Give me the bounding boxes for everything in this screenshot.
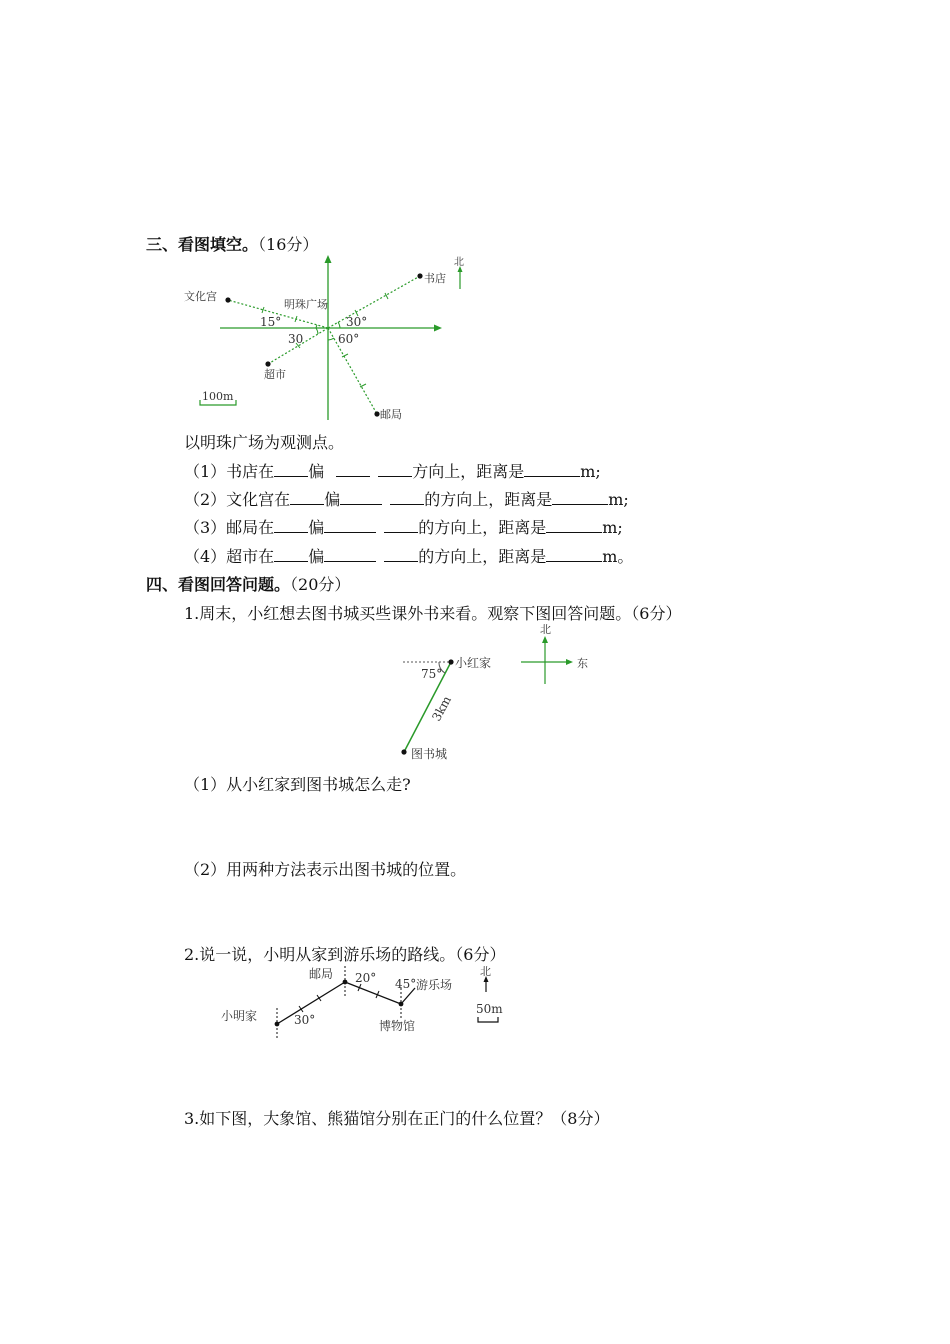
- angle-30-label: 30°: [294, 1013, 316, 1027]
- section4-q1-sub1: （1）从小红家到图书城怎么走?: [184, 775, 411, 794]
- section4-heading: [146, 572, 350, 595]
- distance-label: 3km: [429, 693, 454, 724]
- angle-60-label: 60°: [338, 332, 360, 346]
- post-office-point: [374, 411, 379, 416]
- angle-15-label: 15°: [260, 315, 282, 329]
- section3-q2: （2）文化宫在 偏 的方向上，距离是 m;: [184, 490, 629, 509]
- post-office-label: 邮局: [380, 408, 402, 421]
- park-label: 游乐场: [416, 978, 453, 992]
- north-label-3: 北: [480, 965, 491, 978]
- section4-title: 四、看图回答问题。: [146, 575, 291, 594]
- museum-label: 博物馆: [379, 1019, 416, 1033]
- section3-q3: （3）邮局在 偏 的方向上，距离是 m;: [184, 518, 623, 537]
- section3-q4: （4）超市在 偏 的方向上，距离是 m。: [184, 547, 634, 566]
- north-label-2: 北: [540, 623, 551, 636]
- angle-30-ne-label: 30°: [346, 315, 368, 329]
- xiaoming-home-point: [275, 1022, 280, 1027]
- section3-intro: 以明珠广场为观测点。: [184, 433, 345, 452]
- xiaoming-home-label: 小明家: [221, 1009, 258, 1023]
- library-point: [401, 749, 406, 754]
- angle-20-label: 20°: [355, 971, 377, 985]
- culture-palace-point: [225, 297, 230, 302]
- park-route-diagram: [215, 962, 515, 1042]
- home-label: 小红家: [455, 656, 492, 670]
- section3-title: 三、看图填空。: [146, 235, 259, 254]
- supermarket-point: [265, 361, 270, 366]
- section4-q2-text: 2.说一说，小明从家到游乐场的路线。（6分）: [184, 945, 506, 964]
- library-label: 图书城: [411, 747, 448, 761]
- section3-q1: （1）书店在 偏 方向上，距离是 m;: [184, 462, 601, 481]
- supermarket-label: 超市: [264, 368, 286, 381]
- museum-point: [399, 1002, 404, 1007]
- post-label: 邮局: [309, 967, 334, 981]
- post-point: [343, 980, 348, 985]
- scale-label-2: 50m: [476, 1002, 503, 1016]
- angle-30-sw-label: 30: [288, 332, 304, 346]
- angle-75-label: 75°: [421, 667, 443, 681]
- home-point: [448, 659, 453, 664]
- scale-bar-2: [478, 1017, 498, 1022]
- east-label: 东: [577, 657, 588, 670]
- center-label: 明珠广场: [284, 298, 328, 311]
- section4-q3-text: 3.如下图，大象馆、熊猫馆分别在正门的什么位置？（8分）: [184, 1109, 610, 1128]
- library-route-diagram: [395, 622, 605, 767]
- compass-diagram-1: [180, 252, 480, 427]
- section4-points: （20分）: [290, 575, 351, 594]
- section4-q1-text: 1.周末，小红想去图书城买些课外书来看。观察下图回答问题。（6分）: [184, 604, 682, 623]
- scale-label: 100m: [202, 390, 234, 403]
- bookstore-point: [417, 273, 422, 278]
- bookstore-label: 书店: [424, 272, 446, 285]
- angle-45-label: 45°: [395, 977, 417, 991]
- culture-palace-label: 文化宫: [184, 290, 217, 303]
- north-label: 北: [454, 257, 464, 268]
- section4-q1-sub2: （2）用两种方法表示出图书城的位置。: [184, 860, 467, 879]
- section3-points: （16分）: [258, 235, 319, 254]
